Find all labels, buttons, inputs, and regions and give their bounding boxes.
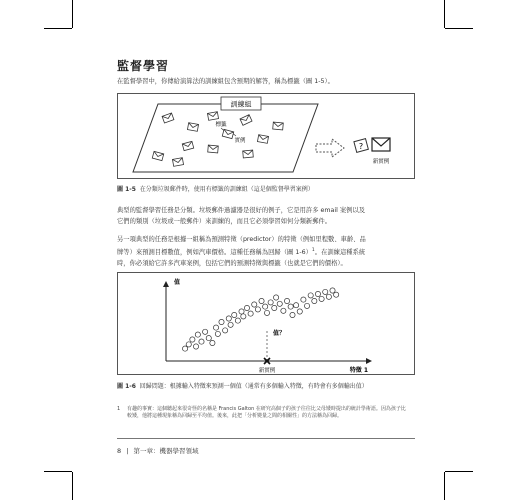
data-point — [263, 304, 268, 309]
data-point — [186, 342, 191, 347]
crop-mark — [445, 28, 473, 29]
page-number: 8 — [117, 447, 122, 455]
figure-training-set — [117, 93, 415, 179]
footnote-text: 有趣的事實：這個聽起來很奇怪的名稱是 Francis Galton 在研究高個子的孩子往往比父母矮時提出的統計學術語。因為孩子比較矮，他將這種現象稱為回歸至平均值。後來，此把「分析變量之間的相關性」的方法稱為回歸。 — [127, 406, 406, 419]
paragraph-line: 時，你必須給它許多汽車案例，包括它們的預測特徵與標籤（也就是它們的價格）。 — [117, 260, 347, 268]
data-point — [235, 318, 240, 323]
data-point — [294, 303, 299, 308]
data-point — [281, 308, 286, 313]
data-point — [190, 337, 195, 342]
data-point — [334, 292, 339, 297]
paragraph-classification — [117, 205, 365, 227]
data-point — [323, 289, 328, 294]
footnote — [117, 406, 407, 420]
data-point — [183, 346, 188, 351]
envelope-icon — [187, 123, 198, 132]
paragraph-regression — [117, 234, 366, 269]
data-point — [284, 298, 289, 303]
instance-annotation: 實例 — [234, 138, 246, 144]
paragraph-line: 在監督學習中，你傳給演算法的訓練組包含預期的解答，稱為標籤（圖 1-5）。 — [117, 78, 334, 85]
envelope-icon — [240, 115, 252, 126]
envelope-icon — [172, 158, 183, 167]
data-point — [195, 332, 200, 337]
crop-mark — [44, 28, 72, 29]
value-question-label: 值？ — [273, 330, 286, 337]
data-point — [297, 309, 302, 314]
data-point — [215, 331, 220, 336]
footnote-number: 1 — [117, 406, 121, 412]
crop-mark — [445, 471, 473, 472]
footer-separator: | — [126, 447, 129, 455]
data-point — [330, 288, 335, 293]
paragraph-intro — [117, 76, 334, 87]
crop-mark — [72, 472, 73, 500]
crop-mark — [72, 0, 73, 28]
arrow-dashed-icon — [316, 139, 344, 157]
new-instance-label: 新實例 — [372, 159, 390, 165]
data-point — [248, 311, 253, 316]
regression-scatter-plot — [118, 273, 414, 374]
label-annotation: 標籤 — [215, 122, 227, 128]
data-point — [232, 312, 237, 317]
crop-mark — [44, 471, 72, 472]
envelope-icon — [222, 129, 233, 138]
data-point — [213, 325, 218, 330]
paragraph-line: 典型的監督學習任務是分類。垃圾郵件過濾器是很好的例子，它是用許多 email 案例以及 — [117, 207, 366, 214]
data-point — [223, 328, 228, 333]
caption-number: 圖 1-6 — [117, 383, 136, 390]
data-point — [274, 295, 279, 300]
caption-number: 圖 1-5 — [117, 186, 136, 193]
caption-text: 在分類垃圾郵件時，使用有標籤的訓練組（這是個監督學習案例） — [139, 186, 314, 193]
data-point — [319, 296, 324, 301]
data-point — [290, 312, 295, 317]
footer-rule — [117, 438, 415, 439]
paragraph-line — [117, 245, 366, 258]
data-point — [255, 307, 260, 312]
unknown-label-text: ? — [358, 142, 364, 151]
y-axis-label: 值 — [174, 279, 181, 286]
figure-caption-1-6 — [117, 381, 368, 390]
crop-mark — [444, 0, 445, 28]
figure-regression — [117, 272, 415, 375]
data-point — [301, 297, 306, 302]
data-point — [226, 316, 231, 321]
data-point — [199, 339, 204, 344]
paragraph-text: 牌等）來預測目標數值，例如汽車價格。這種任務稱為回歸（圖 1-6） — [117, 249, 312, 257]
page-footer — [117, 446, 199, 455]
data-point — [219, 319, 224, 324]
data-point — [239, 309, 244, 314]
data-point — [288, 304, 293, 309]
paragraph-text: 。在訓練這種系統 — [314, 249, 366, 257]
envelope-icon — [162, 113, 174, 123]
section-title: 監督學習 — [117, 59, 170, 73]
crop-mark — [444, 472, 445, 500]
envelope-icon — [257, 135, 268, 144]
data-point — [312, 298, 317, 303]
data-point — [203, 329, 208, 334]
envelope-icon — [273, 122, 284, 130]
y-axis-arrow-icon — [163, 281, 169, 287]
training-set-parallelogram — [133, 104, 318, 172]
training-set-diagram — [118, 94, 414, 178]
x-axis-arrow-icon — [366, 358, 372, 364]
data-point — [206, 336, 211, 341]
envelope-icon — [208, 145, 219, 153]
envelope-icon — [182, 141, 193, 150]
data-point — [241, 314, 246, 319]
data-point — [210, 340, 215, 345]
data-point — [304, 303, 309, 308]
data-point — [308, 293, 313, 298]
paragraph-line: 它們的類別（垃圾或一般郵件）來訓練的，而且它必須學習如何分類新郵件。 — [117, 218, 332, 225]
footnote-ref[interactable]: 1 — [311, 248, 315, 253]
chapter-title: 第一章：機器學習領域 — [133, 447, 199, 455]
data-point — [326, 294, 331, 299]
paragraph-line: 另一項典型的任務是根據一組稱為預測特徵（predictor）的特徵（例如里程數、車齡、品 — [117, 236, 366, 243]
data-point — [228, 322, 233, 327]
data-point — [259, 298, 264, 303]
data-point — [264, 310, 269, 315]
envelope-icon — [243, 150, 254, 158]
envelope-icon — [152, 151, 163, 160]
training-set-label: 訓練組 — [230, 100, 252, 109]
envelope-icon — [207, 112, 218, 121]
data-point — [272, 305, 277, 310]
caption-text: 回歸問題：根據輸入特徵來預測一個值（通常有多個輸入特徵，有時會有多個輸出值） — [139, 383, 368, 390]
data-point — [268, 300, 273, 305]
data-point — [252, 302, 257, 307]
figure-caption-1-5 — [117, 184, 314, 193]
data-point — [244, 305, 249, 310]
new-instance-label: 新實例 — [258, 368, 276, 374]
data-point — [277, 301, 282, 306]
data-point — [315, 291, 320, 296]
data-point — [193, 344, 198, 349]
x-axis-label: 特徵 1 — [349, 367, 368, 374]
